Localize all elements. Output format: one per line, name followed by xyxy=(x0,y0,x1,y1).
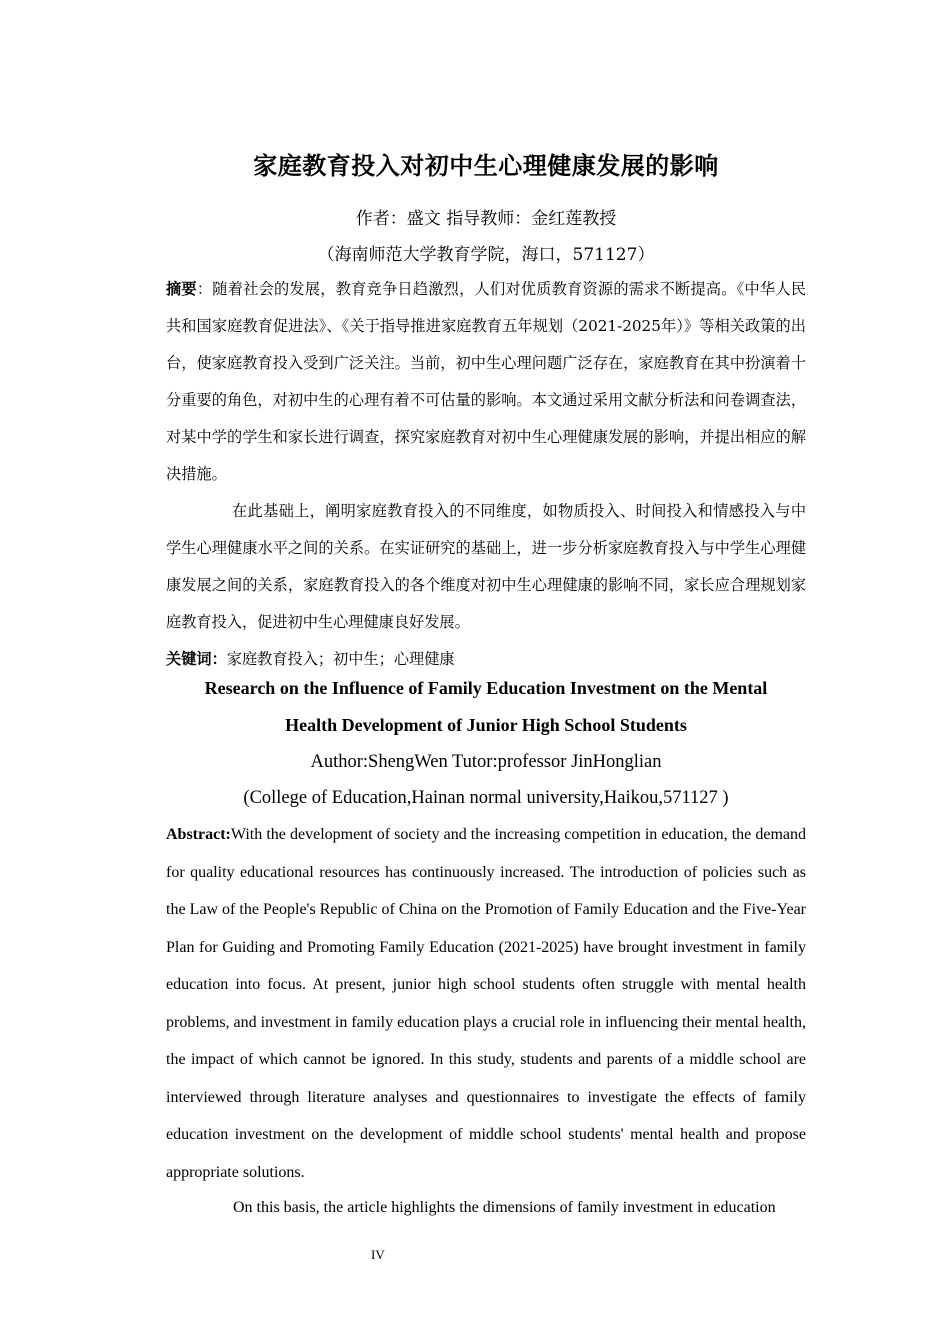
chinese-keywords-label: 关键词： xyxy=(166,650,227,668)
english-abstract-label: Abstract: xyxy=(166,826,231,843)
english-abstract-paragraph-2: On this basis, the article highlights the dimensions of family investment in education xyxy=(233,1199,776,1216)
page-number: IV xyxy=(371,1247,385,1262)
english-author-line: Author:ShengWen Tutor:professor JinHonglian xyxy=(310,752,662,772)
chinese-affiliation: （海南师范大学教育学院，海口，571127） xyxy=(317,245,655,265)
chinese-title: 家庭教育投入对初中生心理健康发展的影响 xyxy=(253,151,719,180)
english-title-line-2: Health Development of Junior High School Students xyxy=(285,715,687,735)
chinese-abstract-text: 随着社会的发展，教育竞争日趋激烈，人们对优质教育资源的需求不断提高。《中华人民共和国家庭教育促进法》、《关于指导推进家庭教育五年规划（2021-2025年）》等相关政策的出台，使家庭教育投入受到广泛关注。当前，初中生心理问题广泛存在，家庭教育在其中扮演着十分重要的角色，对初中生的心理有着不可估量的影响。本文通过采用文献分析法和问卷调查法，对某中学的学生和家长进行调查，探究家庭教育对初中生心理健康发展的影响，并提出相应的解决措施。 xyxy=(166,280,807,483)
chinese-keywords-text: 家庭教育投入；初中生；心理健康 xyxy=(226,650,455,668)
chinese-abstract-paragraph xyxy=(166,271,806,493)
english-abstract-paragraph xyxy=(166,816,806,1191)
chinese-author-line: 作者：盛文 指导教师：金红莲教授 xyxy=(355,209,617,229)
english-title-line-1: Research on the Influence of Family Education Investment on the Mental xyxy=(204,678,768,698)
chinese-abstract-label: 摘要 xyxy=(166,280,197,298)
chinese-abstract-colon: ： xyxy=(196,280,213,298)
chinese-abstract-section xyxy=(166,271,806,678)
english-abstract-section xyxy=(166,670,806,1224)
english-abstract-text: With the development of society and the increasing competition in education, the demand for quality educational resources has continuously increased. The introduction of policies such as the Law of the People's Republic of China on the Promotion of Family Education and the Five-Year Plan for Guiding and Promoting Family Education (2021-2025) have brought investment in family education into focus. At present, junior high school students often struggle with mental health problems, and investment in family education plays a crucial role in influencing their mental health, the impact of which cannot be ignored. In this study, students and parents of a middle school are interviewed through literature analyses and questionnaires to investigate the effects of family education investment on the development of middle school students' mental health and propose appropriate solutions. xyxy=(166,826,806,1181)
chinese-abstract-paragraph-2: 在此基础上，阐明家庭教育投入的不同维度，如物质投入、时间投入和情感投入与中学生心理健康水平之间的关系。在实证研究的基础上，进一步分析家庭教育投入与中学生心理健康发展之间的关系，家庭教育投入的各个维度对初中生心理健康的影响不同，家长应合理规划家庭教育投入，促进初中生心理健康良好发展。 xyxy=(166,502,806,631)
english-affiliation: (College of Education,Hainan normal university,Haikou,571127 ) xyxy=(243,788,729,808)
